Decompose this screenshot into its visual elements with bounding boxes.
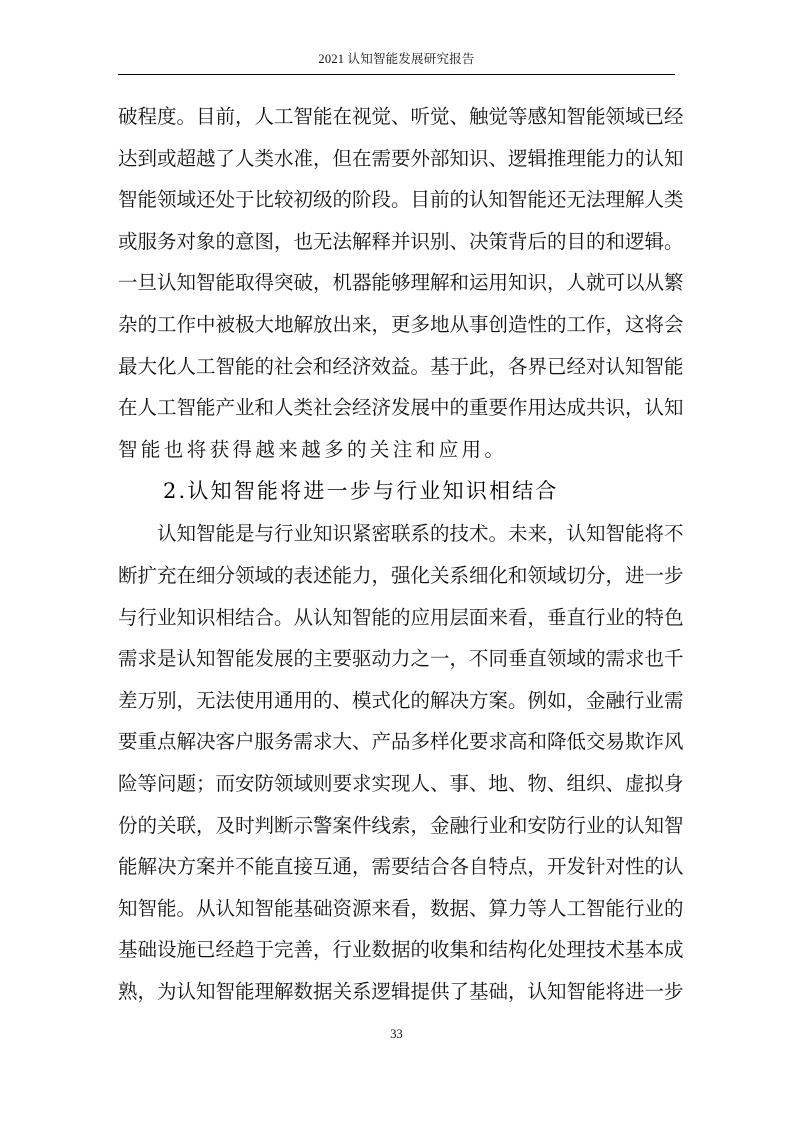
- text-line: 一旦认知智能取得突破，机器能够理解和运用知识，人就可以从繁: [118, 271, 684, 295]
- text-line: 能解决方案并不能直接互通，需要结合各自特点，开发针对性的认: [118, 855, 684, 879]
- paragraph-industry-knowledge: [118, 513, 684, 1012]
- text-line: 需求是认知智能发展的主要驱动力之一，不同垂直领域的需求也千: [118, 647, 684, 671]
- text-line: 份的关联，及时判断示警案件线索，金融行业和安防行业的认知智: [118, 813, 684, 837]
- page-number: 33: [390, 1027, 403, 1041]
- section-heading: 2.认知智能将进一步与行业知识相结合: [163, 479, 559, 504]
- text-line: 杂的工作中被极大地解放出来，更多地从事创造性的工作，这将会: [118, 312, 684, 336]
- text-line: 断扩充在细分领域的表述能力，强化关系细化和领域切分，进一步: [118, 563, 684, 587]
- text-line: 最大化人工智能的社会和经济效益。基于此，各界已经对认知智能: [118, 354, 684, 378]
- text-line: 基础设施已经趋于完善，行业数据的收集和结构化处理技术基本成: [118, 938, 684, 962]
- text-line: 或服务对象的意图，也无法解释并识别、决策背后的目的和逻辑。: [118, 229, 684, 253]
- text-line: 险等问题；而安防领域则要求实现人、事、地、物、组织、虚拟身: [118, 771, 684, 795]
- report-title: 2021 认知智能发展研究报告: [318, 52, 475, 66]
- paragraph-continuation: [118, 96, 684, 470]
- text-line: 要重点解决客户服务需求大、产品多样化要求高和降低交易欺诈风: [118, 730, 684, 754]
- text-line: 知智能。从认知智能基础资源来看，数据、算力等人工智能行业的: [118, 896, 684, 920]
- text-line: 与行业知识相结合。从认知智能的应用层面来看，垂直行业的特色: [118, 605, 684, 629]
- text-line: 差万别，无法使用通用的、模式化的解决方案。例如，金融行业需: [118, 688, 684, 712]
- text-line: 智能领域还处于比较初级的阶段。目前的认知智能还无法理解人类: [118, 188, 684, 212]
- text-line: 熟，为认知智能理解数据关系逻辑提供了基础，认知智能将进一步: [118, 979, 684, 1003]
- text-line: 达到或超越了人类水准，但在需要外部知识、逻辑推理能力的认知: [118, 146, 684, 170]
- body-content: [118, 96, 684, 1012]
- text-line: 认知智能是与行业知识紧密联系的技术。未来，认知智能将不: [157, 522, 684, 546]
- text-line: 在人工智能产业和人类社会经济发展中的重要作用达成共识，认知: [118, 396, 684, 420]
- page-header: [118, 48, 675, 75]
- text-line: 破程度。目前，人工智能在视觉、听觉、触觉等感知智能领域已经: [118, 105, 684, 128]
- text-line: 智能也将获得越来越多的关注和应用。: [118, 437, 508, 461]
